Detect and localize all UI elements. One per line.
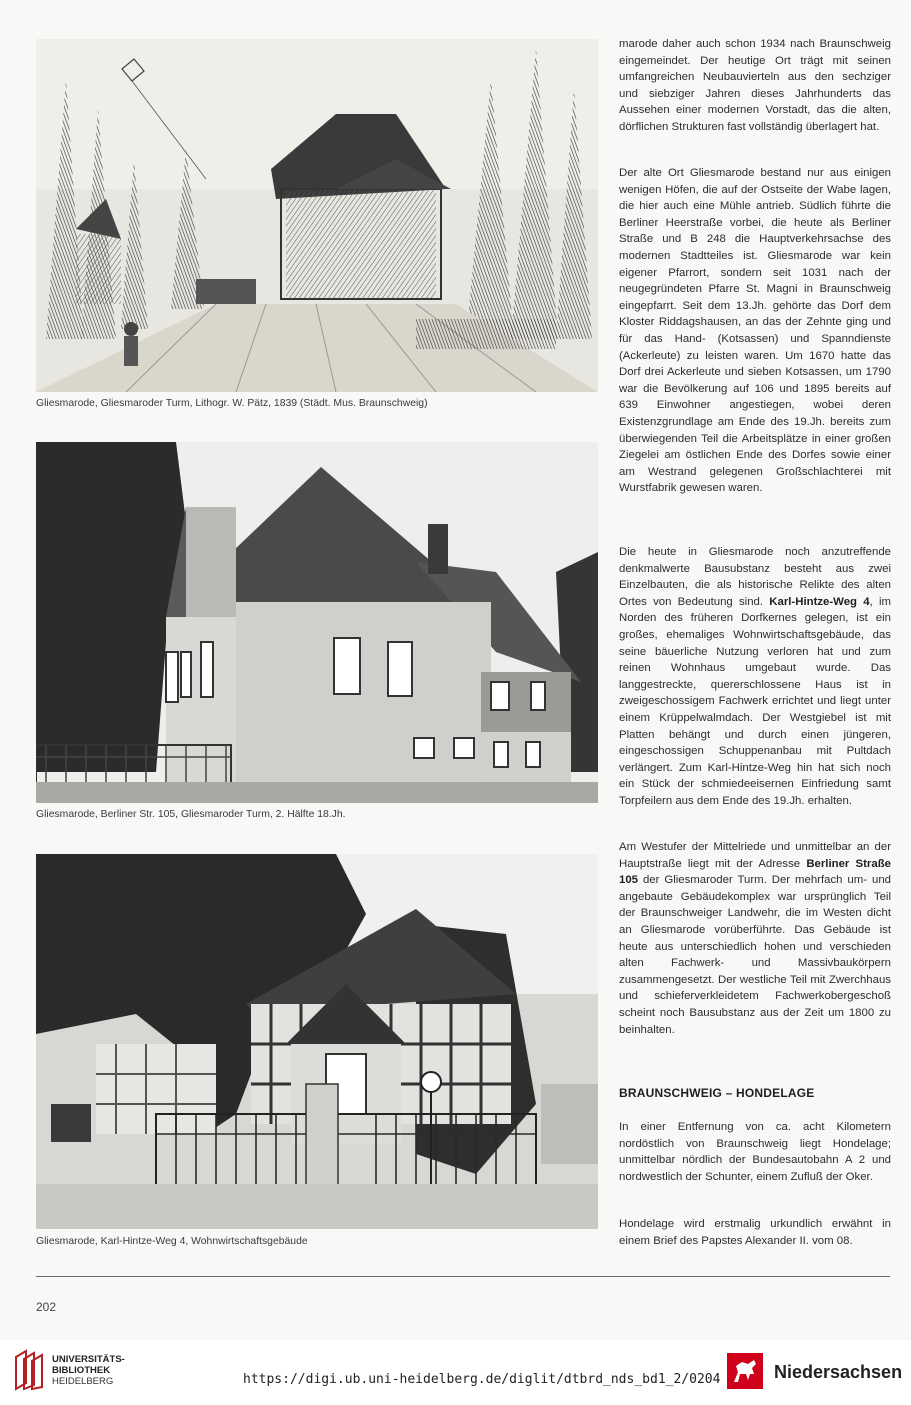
address-karl-hintze-weg: Karl-Hintze-Weg 4: [769, 595, 870, 608]
paragraph-6: Hondelage wird erstmalig urkundlich erwähnt in einem Brief des Papstes Alexander II. vom 08.: [619, 1218, 891, 1247]
image-caption-1: Gliesmarode, Gliesmaroder Turm, Lithogr. W. Pätz, 1839 (Städt. Mus. Braunschweig): [36, 398, 428, 409]
paragraph-4-text-a: Am Westufer der Mittelriede und unmittelbar an der Hauptstraße liegt mit der Adresse: [619, 841, 891, 870]
image-caption-2: Gliesmarode, Berliner Str. 105, Gliesmaroder Turm, 2. Hälfte 18.Jh.: [36, 809, 346, 820]
niedersachsen-horse-icon[interactable]: [726, 1352, 764, 1390]
paragraph-3-text-a: Die heute in Gliesmarode noch anzutreffende denkmalwerte Bausubstanz besteht aus zwei Einzelbauten, die als historische Relikte des alten Ortes von Bedeutung sind.: [619, 546, 891, 608]
paragraph-1: marode daher auch schon 1934 nach Braunschweig eingemeindet. Der heutige Ort trägt mit seinen umfangreichen Neubauvierteln aus den sechziger und siebziger Jahren dieses Jahrhunderts das Aussehen einer modernen Vorstadt, das die alten, dörflichen Strukturen fast vollständig überlagert hat.: [619, 38, 891, 133]
footer-rule: [36, 1276, 890, 1277]
library-line-3: HEIDELBERG: [52, 1376, 114, 1387]
paragraph-3: [619, 544, 891, 810]
library-line-2: BIBLIOTHEK: [52, 1365, 111, 1376]
paragraph-3-text-b: , im Norden des früheren Dorfkernes gelegen, ist ein großes, ehemaliges Wohnwirtschaftsgebäude, das seine bäuerliche Nutzung verloren hat und zum reinen Wohnhaus umgebaut wurde. Das langgestreckte, quererschlossene Haus ist in zweigeschossigem Fachwerk errichtet und liegt unter einem Krüppelwalmdach. Der Westgiebel ist mit Platten behängt und durch einen jüngeren, eingeschossigen Schuppenanbau mit Pultdach verlängert. Zum Karl-Hintze-Weg hin hat sich noch ein Stück der schmiedeeisernen Einfriedung samt Torpfeilern aus dem Ende des 19.Jh. erhalten.: [619, 595, 891, 807]
paragraph-4-text-b: der Gliesmaroder Turm. Der mehrfach um- und angebaute Gebäudekomplex war ursprünglich Teil der Braunschweiger Landwehr, die im Westen dicht an Gliesmarode vorüberführte. Das Gebäude ist heute aus unterschiedlich hohen und verschieden alten Fachwerk- und Massivbaukörpern zusammengesetzt. Der westliche Teil mit Zwerchhaus und schieferverkleidetem Fachwerkobergeschoß scheint noch Bausubstanz aus der Zeit um 1800 zu beinhalten.: [619, 874, 891, 1036]
address-berliner-strasse: Berliner Straße 105: [619, 857, 891, 887]
page-url-link[interactable]: https://digi.ub.uni-heidelberg.de/diglit/dtbrd_nds_bd1_2/0204: [243, 1372, 721, 1387]
state-name[interactable]: Niedersachsen: [774, 1362, 903, 1382]
page-number: 202: [36, 1300, 57, 1314]
library-line-1: UNIVERSITÄTS-: [52, 1354, 125, 1365]
paragraph-2: Der alte Ort Gliesmarode bestand nur aus einigen wenigen Höfen, die auf der Ostseite der Wabe lagen, die hier auch eine Mühle antrieb. Südlich führte die Berliner Heerstraße vorbei, die heute als Berliner Straße und B 248 die Hauptverkehrsachse des modernen Stadtteiles ist. Gliesmarode war kein eigener Pfarrort, sondern seit 1031 nach der neugegründeten Pfarre St. Magni in Braunschweig eingepfarrt. Seit dem 13.Jh. gehörte das Dorf dem Kloster Riddagshausen, an das der Zehnte ging und für das Hand- (Kotsassen) und Spanndienste (Ackerleute) zu leisten waren. Um 1670 hatte das Dorf drei Ackerleute und sieben Kotsassen, um 1790 war die Bevölkerung auf 106 und 1895 bereits auf 639 Einwohner angestiegen, wobei deren Existenzgrundlage am Ende des 19.Jh. bereits zum überwiegenden Teil die Arbeitsplätze in einer großen Ziegelei am östlichen Ende des Dorfes sowie einer am Westrand gelegenen Großschlachterei mit Wurstfabrik gewesen waren.: [619, 167, 891, 495]
ub-heidelberg-logo-icon[interactable]: [12, 1349, 44, 1393]
library-name[interactable]: [52, 1354, 125, 1387]
section-heading: BRAUNSCHWEIG – HONDELAGE: [619, 1086, 815, 1100]
paragraph-4: [619, 839, 891, 1038]
paragraph-5: In einer Entfernung von ca. acht Kilometern nordöstlich von Braunschweig liegt Hondelage; unmittelbar nördlich der Bundesautobahn A 2 und nordwestlich der Schunter, einem Zufluß der Oker.: [619, 1121, 891, 1183]
lithograph-image: [36, 39, 598, 392]
image-caption-3: Gliesmarode, Karl-Hintze-Weg 4, Wohnwirtschaftsgebäude: [36, 1236, 308, 1247]
karl-hintze-weg-photo: [36, 854, 598, 1229]
turm-photo: [36, 442, 598, 803]
